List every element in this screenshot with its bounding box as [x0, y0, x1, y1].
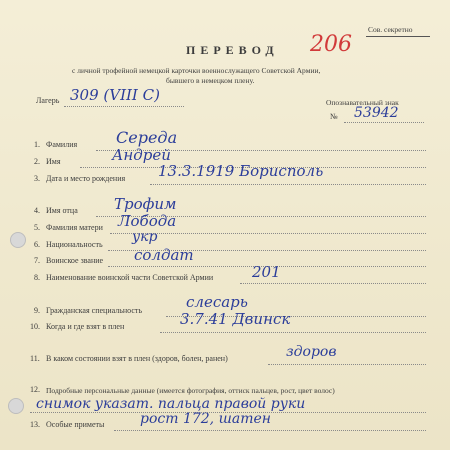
field-label-rank: Воинское звание	[46, 256, 104, 265]
camp-label: Лагерь	[36, 96, 60, 105]
field-underline	[268, 364, 426, 365]
field-number: 9.	[34, 306, 40, 315]
subtitle-line-1: с личной трофейной немецкой карточки военнослужащего Советской Армии,	[72, 66, 321, 75]
field-number: 12.	[30, 385, 40, 394]
classification-label: Сов. секретно	[368, 25, 413, 34]
field-value-father: Трофим	[114, 195, 177, 213]
field-underline	[114, 430, 426, 431]
page-title: ПЕРЕВОД	[186, 43, 279, 57]
field-value-profession: слесарь	[186, 293, 248, 311]
subtitle-line-2: бывшего в немецком плену.	[166, 76, 255, 85]
punch-hole-top	[10, 232, 26, 248]
field-label-name: Имя	[46, 157, 61, 166]
field-label-marks: Особые приметы	[46, 420, 105, 429]
field-value-nationality: укр	[132, 229, 158, 245]
field-label-profession: Гражданская специальность	[46, 306, 143, 315]
field-number: 10.	[30, 322, 40, 331]
field-value-condition: здоров	[286, 344, 337, 360]
field-number: 3.	[34, 174, 40, 183]
field-label-details: Подробные персональные данные (имеется фотография, оттиск пальцев, рост, цвет волос)	[46, 386, 335, 395]
field-value-surname: Середа	[116, 128, 178, 147]
field-number: 1.	[34, 140, 40, 149]
tag-prefix: №	[330, 112, 338, 121]
field-value-birth: 13.3.1919 Борисполь	[158, 162, 324, 180]
field-number: 6.	[34, 240, 40, 249]
camp-underline	[64, 106, 184, 107]
field-underline	[150, 184, 426, 185]
field-value-captured: 3.7.41 Двинск	[180, 310, 291, 328]
document-number: 206	[310, 32, 352, 57]
field-number: 13.	[30, 420, 40, 429]
tag-value: 53942	[354, 105, 399, 121]
field-number: 7.	[34, 256, 40, 265]
field-value-rank: солдат	[134, 246, 194, 264]
field-value-name: Андрей	[112, 146, 171, 164]
details-line-1: снимок указат. пальца правой руки	[36, 396, 306, 412]
field-label-captured: Когда и где взят в плен	[46, 322, 125, 331]
field-label-surname: Фамилия	[46, 140, 78, 149]
field-number: 2.	[34, 157, 40, 166]
details-line-2: рост 172, шатен	[140, 411, 271, 427]
punch-hole-bottom	[8, 398, 24, 414]
field-underline	[240, 283, 426, 284]
field-number: 11.	[30, 354, 40, 363]
field-label-mother: Фамилия матери	[46, 223, 103, 232]
field-value-mother: Лобода	[118, 212, 177, 230]
camp-value: 309 (VIII C)	[70, 86, 160, 104]
field-label-condition: В каком состоянии взят в плен (здоров, болен, ранен)	[46, 354, 228, 363]
field-number: 8.	[34, 273, 40, 282]
tag-label: Опознавательный знак	[326, 98, 399, 107]
field-label-unit: Наименование воинской части Советской Армии	[46, 273, 214, 282]
field-number: 4.	[34, 206, 40, 215]
field-number: 5.	[34, 223, 40, 232]
field-label-nationality: Национальность	[46, 240, 103, 249]
field-value-unit: 201	[252, 263, 281, 281]
tag-underline	[344, 122, 424, 123]
field-label-birth: Дата и место рождения	[46, 174, 126, 183]
classification-underline	[366, 36, 430, 37]
field-underline	[160, 332, 426, 333]
field-label-father: Имя отца	[46, 206, 78, 215]
